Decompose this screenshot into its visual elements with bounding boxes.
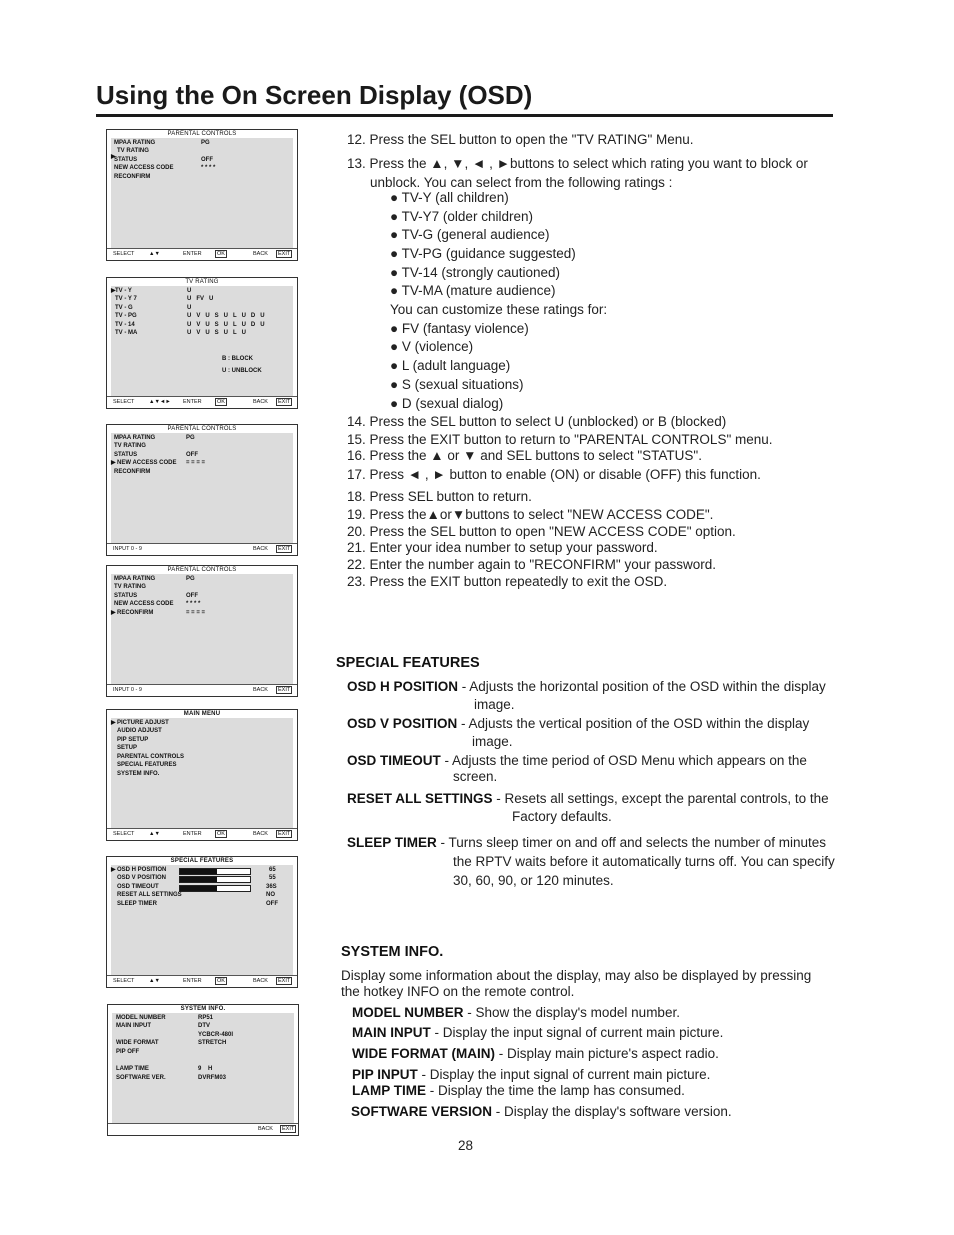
ok-key: OK — [217, 399, 225, 405]
footer-enter: ENTER — [183, 399, 202, 405]
content-bullet: ● V (violence) — [390, 339, 474, 354]
osd-row-label: STATUS — [114, 593, 138, 599]
feature-label: OSD TIMEOUT — [117, 884, 159, 890]
osd-footer — [107, 248, 297, 260]
osd-v-position-desc — [347, 715, 809, 732]
customize-text: You can customize these ratings for: — [390, 302, 608, 317]
rating-label: TV - Y 7 — [115, 296, 137, 302]
osd-row-value: * * * * — [186, 601, 201, 607]
footer-back: BACK — [258, 1126, 273, 1132]
osd-system-info — [107, 1004, 299, 1136]
term-text: - Display the time the lamp has consumed. — [426, 1083, 685, 1098]
sleep-timer-desc-cont2: 30, 60, 90, or 120 minutes. — [453, 873, 614, 888]
footer-enter: ENTER — [183, 978, 202, 984]
rating-bullet: ● TV-Y7 (older children) — [390, 209, 533, 224]
osd-body — [112, 1013, 294, 1124]
menu-item: SPECIAL FEATURES — [117, 762, 177, 768]
slider-fill — [180, 877, 217, 882]
exit-key: EXIT — [278, 546, 291, 552]
info-label: MAIN INPUT — [116, 1023, 151, 1029]
lamp-time-desc — [352, 1082, 685, 1099]
info-label: WIDE FORMAT — [116, 1040, 159, 1046]
pointer-icon: ▶ — [111, 720, 116, 726]
osd-footer — [107, 396, 297, 408]
sleep-timer-desc — [347, 834, 826, 851]
osd-special-features — [106, 856, 298, 988]
arrows-icon: ▲▼ — [149, 831, 160, 837]
feature-value: 55 — [269, 875, 276, 881]
osd-v-position-desc-cont: image. — [472, 734, 513, 749]
page-number: 28 — [458, 1138, 474, 1153]
term-label: LAMP TIME — [352, 1083, 426, 1098]
osd-footer — [108, 1123, 298, 1135]
term-label: WIDE FORMAT (MAIN) — [352, 1046, 495, 1061]
footer-back: BACK — [253, 399, 268, 405]
step-23: 23. Press the EXIT button repeatedly to exit the OSD. — [347, 574, 668, 589]
footer-select: SELECT — [113, 399, 135, 405]
slider-bar — [179, 868, 251, 875]
term-label: OSD H POSITION — [347, 679, 459, 694]
osd-body — [111, 138, 293, 249]
rating-label: TV - G — [115, 305, 133, 311]
osd-row-label: NEW ACCESS CODE — [117, 460, 177, 466]
osd-row-label: NEW ACCESS CODE — [114, 165, 174, 171]
exit-key: EXIT — [278, 251, 291, 257]
osd-row-label: RECONFIRM — [114, 469, 151, 475]
feature-label: OSD H POSITION — [117, 867, 167, 873]
content-bullet: ● FV (fantasy violence) — [390, 321, 529, 336]
exit-key: EXIT — [278, 978, 291, 984]
step-19: 19. Press the▲or▼buttons to select "NEW ACCESS CODE". — [347, 507, 714, 522]
system-info-intro: Display some information about the display, may also be displayed by pressing — [341, 968, 812, 983]
term-text: - Turns sleep timer on and off and selects the number of minutes — [436, 835, 826, 850]
feature-label: SLEEP TIMER — [117, 901, 157, 907]
step-16: 16. Press the ▲ or ▼ and SEL buttons to select "STATUS". — [347, 448, 702, 463]
menu-item: PICTURE ADJUST — [117, 720, 169, 726]
osd-parental-controls-1 — [106, 129, 298, 261]
osd-row-label: NEW ACCESS CODE — [114, 601, 174, 607]
feature-value: NO — [266, 892, 275, 898]
osd-parental-controls-3 — [106, 565, 298, 697]
arrows-icon: ▲▼◄► — [149, 399, 171, 405]
slider-bar — [179, 885, 251, 892]
osd-row-value: = = = = — [186, 610, 206, 616]
feature-value: 65 — [269, 867, 276, 873]
osd-body — [111, 574, 293, 685]
osd-header: SPECIAL FEATURES — [170, 858, 234, 864]
reset-all-settings-desc — [347, 790, 829, 807]
osd-row-value: OFF — [186, 593, 198, 599]
info-label: SOFTWARE VER. — [116, 1075, 166, 1081]
footer-enter: ENTER — [183, 251, 202, 257]
osd-row-value: OFF — [186, 452, 198, 458]
system-info-heading: SYSTEM INFO. — [341, 944, 444, 960]
info-label: LAMP TIME — [116, 1066, 149, 1072]
pointer-icon: ▶ — [111, 460, 116, 466]
rating-bullet: ● TV-MA (mature audience) — [390, 283, 556, 298]
step-14: 14. Press the SEL button to select U (unblocked) or B (blocked) — [347, 414, 727, 429]
osd-parental-controls-2 — [106, 424, 298, 556]
info-value: RP51 — [198, 1015, 214, 1021]
ok-key: OK — [217, 978, 225, 984]
rating-value: U — [187, 288, 192, 294]
rating-bullet: ● TV-Y (all children) — [390, 190, 509, 205]
osd-body — [111, 286, 293, 397]
rating-bullet: ● TV-G (general audience) — [390, 227, 550, 242]
rating-value: U FV U — [187, 296, 214, 302]
rating-label: TV - Y — [115, 288, 132, 294]
term-label: OSD TIMEOUT — [347, 753, 441, 768]
rating-value: U — [187, 305, 192, 311]
term-label: SLEEP TIMER — [347, 835, 437, 850]
reset-all-settings-desc-cont: Factory defaults. — [512, 809, 612, 824]
ok-key: OK — [217, 831, 225, 837]
legend-block: B : BLOCK — [222, 356, 253, 362]
osd-footer — [107, 543, 297, 555]
step-20: 20. Press the SEL button to open "NEW ACCESS CODE" option. — [347, 524, 736, 539]
arrows-icon: ▲▼ — [149, 978, 160, 984]
osd-footer — [107, 828, 297, 840]
term-text: - Adjusts the horizontal position of the OSD within the display — [458, 679, 826, 694]
ok-key: OK — [217, 251, 225, 257]
osd-body — [111, 433, 293, 544]
pointer-icon: ▶ — [111, 288, 116, 294]
footer-select: SELECT — [113, 831, 135, 837]
osd-row-label: STATUS — [114, 452, 138, 458]
info-value: STRETCH — [198, 1040, 227, 1046]
rating-value: U V U S U L U D U — [187, 313, 265, 319]
term-text: - Display the input signal of current main picture. — [430, 1025, 724, 1040]
exit-key: EXIT — [278, 687, 291, 693]
osd-body — [111, 718, 293, 829]
title-rule — [96, 114, 833, 117]
osd-row-label: MPAA RATING — [114, 576, 156, 582]
menu-item: PIP SETUP — [117, 737, 149, 743]
legend-unblock: U : UNBLOCK — [222, 368, 262, 374]
term-label: OSD V POSITION — [347, 716, 458, 731]
info-value: DTV — [198, 1023, 210, 1029]
footer-select: SELECT — [113, 978, 135, 984]
term-label: MAIN INPUT — [352, 1025, 431, 1040]
osd-timeout-desc-cont: screen. — [453, 769, 498, 784]
osd-row-value: PG — [201, 140, 210, 146]
osd-row-label: MPAA RATING — [114, 140, 156, 146]
osd-tv-rating — [106, 277, 298, 409]
osd-header: MAIN MENU — [183, 711, 221, 717]
info-value: 9 H — [198, 1066, 213, 1072]
content-bullet: ● L (adult language) — [390, 358, 511, 373]
step-22: 22. Enter the number again to "RECONFIRM" your password. — [347, 557, 716, 572]
osd-footer — [107, 975, 297, 987]
wide-format-desc — [352, 1045, 719, 1062]
term-text: - Display the input signal of current main picture. — [417, 1067, 711, 1082]
pointer-icon: ▶ — [111, 867, 116, 873]
term-text: - Resets all settings, except the parental controls, to the — [492, 791, 829, 806]
arrows-icon: ▲▼ — [149, 251, 160, 257]
menu-item: AUDIO ADJUST — [117, 728, 162, 734]
info-label: MODEL NUMBER — [116, 1015, 166, 1021]
osd-row-value: PG — [186, 576, 195, 582]
menu-item: PARENTAL CONTROLS — [117, 754, 184, 760]
osd-header: PARENTAL CONTROLS — [167, 426, 237, 432]
footer-input: INPUT 0 - 9 — [113, 687, 142, 693]
exit-key: EXIT — [282, 1126, 295, 1132]
osd-h-position-desc-cont: image. — [474, 697, 515, 712]
menu-item: SYSTEM INFO. — [117, 771, 160, 777]
osd-row-value: PG — [186, 435, 195, 441]
term-label: PIP INPUT — [352, 1067, 418, 1082]
osd-row-label: TV RATING — [114, 584, 146, 590]
osd-header: TV RATING — [185, 279, 219, 285]
rating-bullet: ● TV-14 (strongly cautioned) — [390, 265, 560, 280]
system-info-intro-cont: the hotkey INFO on the remote control. — [341, 984, 575, 999]
slider-bar — [179, 876, 251, 883]
osd-timeout-desc — [347, 752, 807, 769]
footer-back: BACK — [253, 251, 268, 257]
content-bullet: ● S (sexual situations) — [390, 377, 524, 392]
step-21: 21. Enter your idea number to setup your password. — [347, 540, 658, 555]
osd-header: PARENTAL CONTROLS — [167, 567, 237, 573]
step-17: 17. Press ◄ , ► button to enable (ON) or disable (OFF) this function. — [347, 467, 761, 482]
rating-value: U V U S U L U D U — [187, 322, 265, 328]
footer-back: BACK — [253, 687, 268, 693]
rating-value: U V U S U L U — [187, 330, 246, 336]
osd-row-label: TV RATING — [114, 443, 146, 449]
info-value: DVRFM03 — [198, 1075, 227, 1081]
feature-value: 36S — [266, 884, 277, 890]
rating-label: TV - MA — [115, 330, 138, 336]
page-title: Using the On Screen Display (OSD) — [96, 80, 533, 110]
term-text: - Adjusts the vertical position of the OSD within the display — [457, 716, 810, 731]
rating-label: TV - 14 — [115, 322, 135, 328]
term-text: - Display main picture's aspect radio. — [494, 1046, 719, 1061]
osd-row-value: = = = = — [186, 460, 206, 466]
footer-back: BACK — [253, 546, 268, 552]
term-text: - Adjusts the time period of OSD Menu which appears on the — [440, 753, 807, 768]
osd-row-label: STATUS — [114, 157, 138, 163]
osd-main-menu — [106, 709, 298, 841]
step-13-cont: unblock. You can select from the following ratings : — [370, 175, 673, 190]
info-value: YCBCR-480I — [198, 1032, 234, 1038]
content-bullet: ● D (sexual dialog) — [390, 396, 504, 411]
osd-row-value: * * * * — [201, 165, 216, 171]
osd-header: PARENTAL CONTROLS — [167, 131, 237, 137]
term-label: MODEL NUMBER — [352, 1005, 464, 1020]
osd-footer — [107, 684, 297, 696]
exit-key: EXIT — [278, 831, 291, 837]
osd-row-label: TV RATING — [117, 148, 149, 154]
osd-row-label: RECONFIRM — [117, 610, 154, 616]
step-13: 13. Press the ▲, ▼, ◄ , ►buttons to select which rating you want to block or — [347, 156, 808, 171]
osd-row-value: OFF — [201, 157, 213, 163]
term-label: SOFTWARE VERSION — [351, 1104, 493, 1119]
footer-back: BACK — [253, 978, 268, 984]
rating-label: TV - PG — [115, 313, 137, 319]
footer-enter: ENTER — [183, 831, 202, 837]
footer-input: INPUT 0 - 9 — [113, 546, 142, 552]
slider-fill — [180, 869, 217, 874]
osd-row-label: RECONFIRM — [114, 174, 151, 180]
term-text: - Display the display's software version. — [492, 1104, 732, 1119]
feature-value: OFF — [266, 901, 278, 907]
software-version-desc — [351, 1103, 732, 1120]
sleep-timer-desc-cont: the RPTV waits before it automatically turns off. You can specify — [453, 854, 835, 869]
main-input-desc — [352, 1024, 723, 1041]
exit-key: EXIT — [278, 399, 291, 405]
term-label: RESET ALL SETTINGS — [347, 791, 493, 806]
step-12: 12. Press the SEL button to open the "TV RATING" Menu. — [347, 132, 694, 147]
pip-input-desc — [352, 1066, 710, 1083]
info-label: PIP OFF — [116, 1049, 140, 1055]
osd-body — [111, 865, 293, 976]
osd-h-position-desc — [347, 678, 826, 695]
osd-header: SYSTEM INFO. — [180, 1006, 226, 1012]
special-features-heading: SPECIAL FEATURES — [336, 655, 480, 671]
feature-label: OSD V POSITION — [117, 875, 167, 881]
step-18: 18. Press SEL button to return. — [347, 489, 532, 504]
pointer-icon: ▶ — [111, 154, 116, 160]
model-number-desc — [352, 1004, 680, 1021]
menu-item: SETUP — [117, 745, 138, 751]
footer-select: SELECT — [113, 251, 135, 257]
rating-bullet: ● TV-PG (guidance suggested) — [390, 246, 576, 261]
step-15: 15. Press the EXIT button to return to "PARENTAL CONTROLS" menu. — [347, 432, 773, 447]
term-text: - Show the display's model number. — [463, 1005, 680, 1020]
footer-back: BACK — [253, 831, 268, 837]
feature-label: RESET ALL SETTINGS — [117, 892, 182, 898]
osd-row-label: MPAA RATING — [114, 435, 156, 441]
pointer-icon: ▶ — [111, 610, 116, 616]
slider-fill — [180, 886, 217, 891]
